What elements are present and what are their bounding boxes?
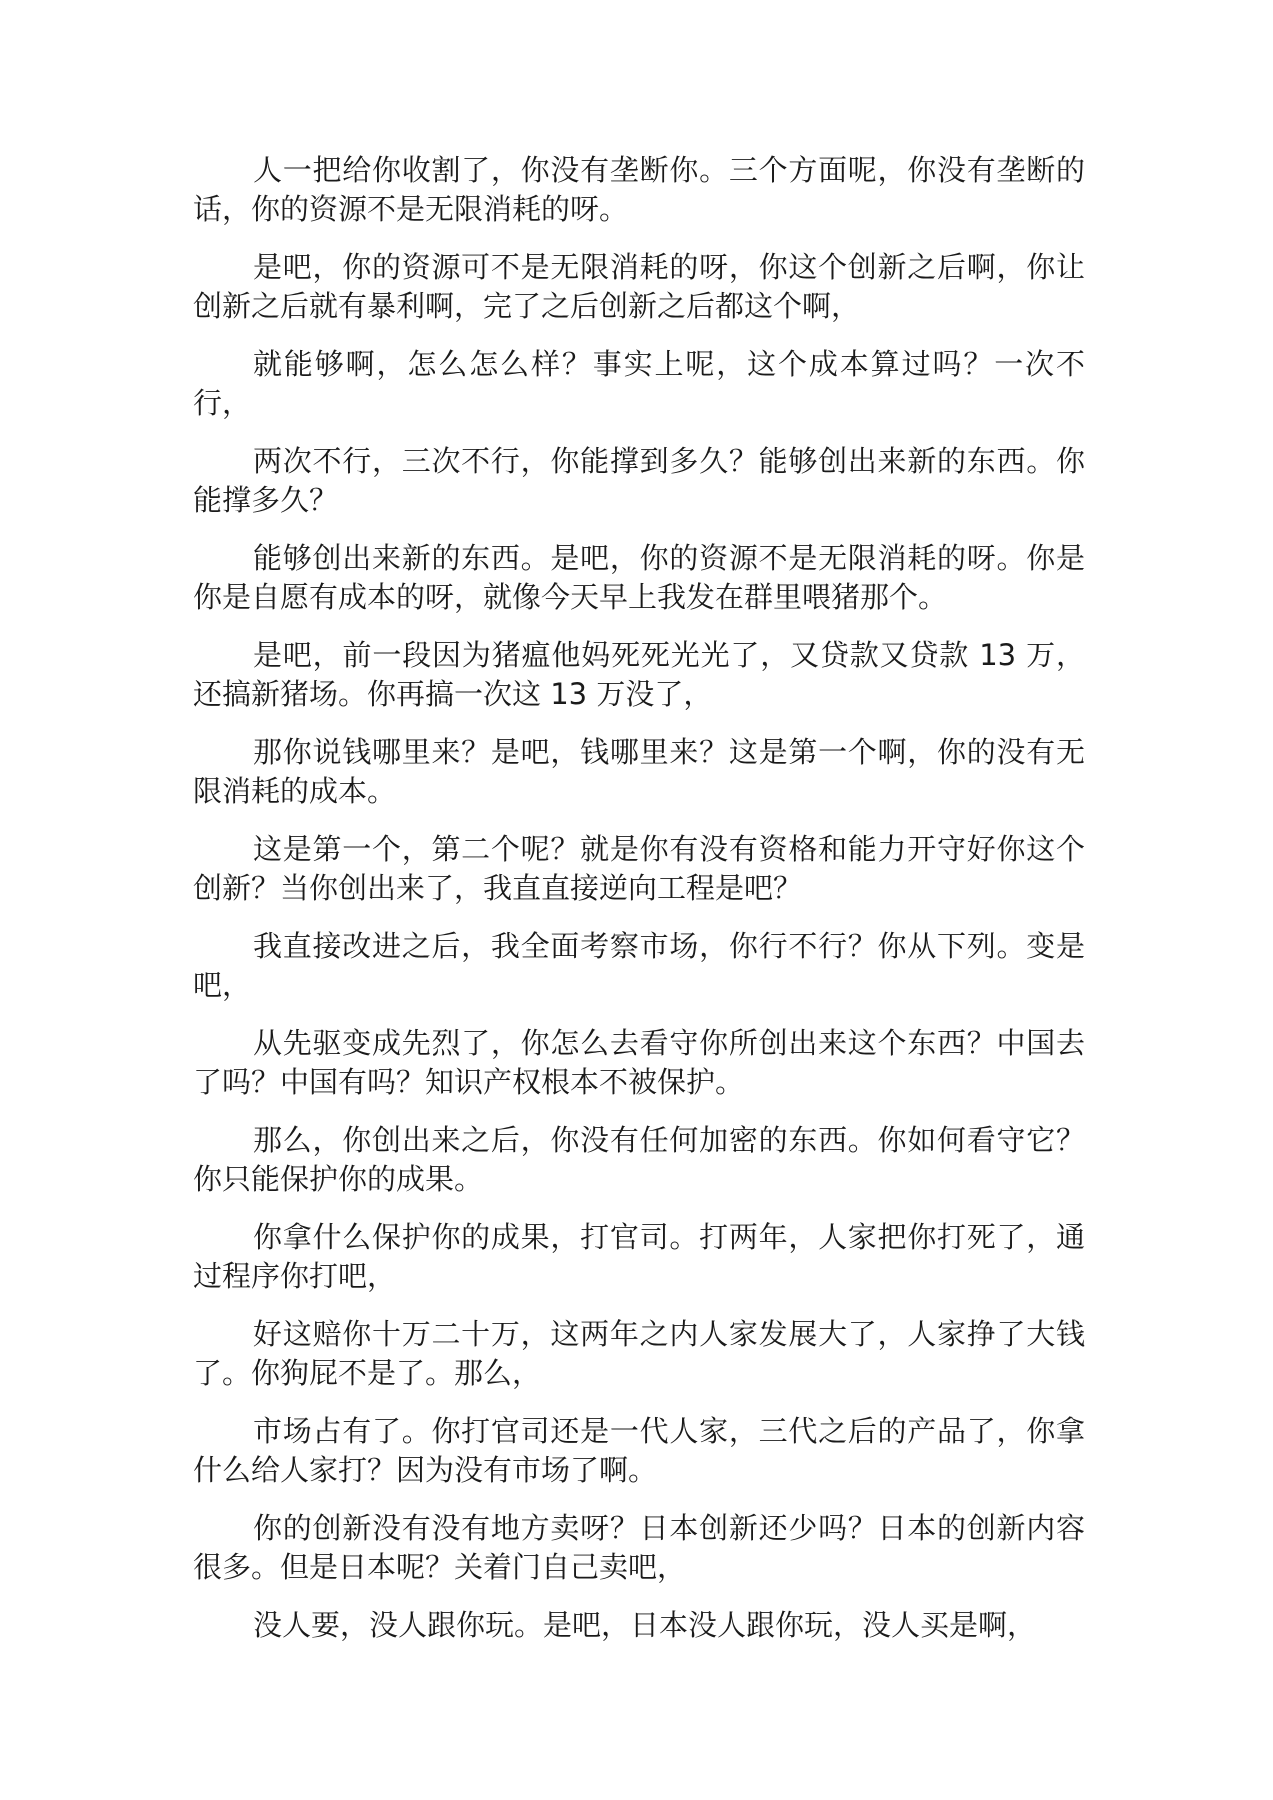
paragraph-8: 这是第一个，第二个呢？就是你有没有资格和能力开守好你这个创新？当你创出来了，我直直接逆向工程是吧？ <box>193 832 1085 905</box>
document-body <box>193 151 1085 1664</box>
paragraph-11: 那么，你创出来之后，你没有任何加密的东西。你如何看守它？你只能保护你的成果。 <box>193 1123 1085 1196</box>
paragraph-16: 没人要，没人跟你玩。是吧，日本没人跟你玩，没人买是啊， <box>253 1608 1037 1642</box>
paragraph-5: 能够创出来新的东西。是吧，你的资源不是无限消耗的呀。你是你是自愿有成本的呀，就像今天早上我发在群里喂猪那个。 <box>193 541 1085 614</box>
paragraph-4: 两次不行，三次不行，你能撑到多久？能够创出来新的东西。你能撑多久？ <box>193 444 1085 517</box>
paragraph-3: 就能够啊，怎么怎么样？事实上呢，这个成本算过吗？一次不行， <box>193 347 1085 420</box>
paragraph-2: 是吧，你的资源可不是无限消耗的呀，你这个创新之后啊，你让创新之后就有暴利啊，完了之后创新之后都这个啊， <box>193 250 1085 323</box>
paragraph-12: 你拿什么保护你的成果，打官司。打两年，人家把你打死了，通过程序你打吧， <box>193 1220 1085 1293</box>
paragraph-10: 从先驱变成先烈了，你怎么去看守你所创出来这个东西？中国去了吗？中国有吗？知识产权根本不被保护。 <box>193 1026 1085 1099</box>
paragraph-1: 人一把给你收割了，你没有垄断你。三个方面呢，你没有垄断的话，你的资源不是无限消耗的呀。 <box>193 153 1085 226</box>
paragraph-6: 是吧，前一段因为猪瘟他妈死死光光了，又贷款又贷款 13 万，还搞新猪场。你再搞一次这 13 万没了， <box>193 638 1085 711</box>
paragraph-13: 好这赔你十万二十万，这两年之内人家发展大了，人家挣了大钱了。你狗屁不是了。那么， <box>193 1317 1085 1390</box>
paragraph-15: 你的创新没有没有地方卖呀？日本创新还少吗？日本的创新内容很多。但是日本呢？关着门自己卖吧， <box>193 1511 1085 1584</box>
paragraph-14: 市场占有了。你打官司还是一代人家，三代之后的产品了，你拿什么给人家打？因为没有市场了啊。 <box>193 1414 1085 1487</box>
paragraph-9: 我直接改进之后，我全面考察市场，你行不行？你从下列。变是吧， <box>193 929 1085 1002</box>
paragraph-7: 那你说钱哪里来？是吧，钱哪里来？这是第一个啊，你的没有无限消耗的成本。 <box>193 735 1085 808</box>
